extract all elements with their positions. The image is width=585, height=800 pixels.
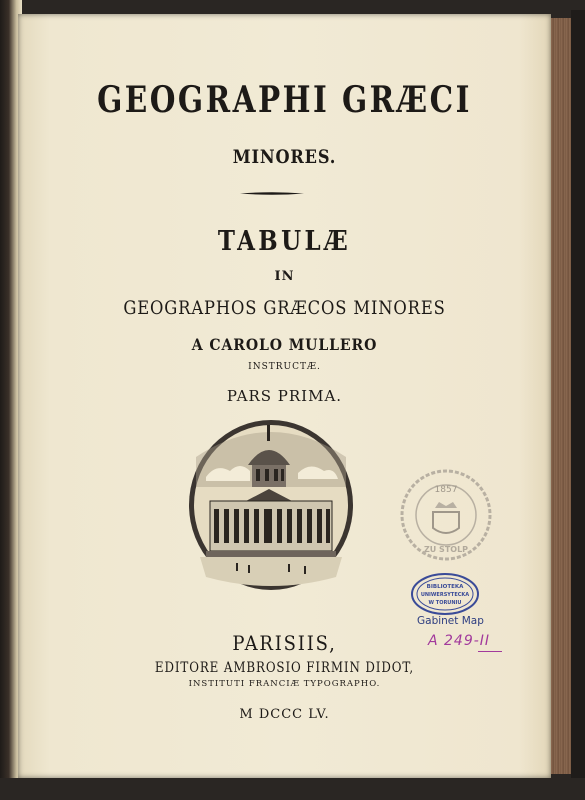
- stamp-year: 1857: [434, 485, 458, 495]
- place-line: PARISIIS,: [232, 631, 337, 655]
- stamp-place: ZU STOLP: [423, 545, 469, 554]
- ornamental-rule: [240, 192, 304, 195]
- geographos-line: GEOGRAPHOS GRÆCOS MINORES: [123, 297, 446, 319]
- round-library-stamp: [399, 468, 493, 562]
- shelfmark-number: A 249-II: [428, 633, 491, 649]
- page-subtitle: MINORES.: [232, 146, 337, 168]
- shelfmark-label: Gabinet Map: [417, 615, 484, 627]
- stamp-line-2: UNIWERSYTECKA: [420, 592, 470, 598]
- tabulae-heading: TABULÆ: [217, 226, 352, 257]
- stamp-line-1: BIBLIOTEKA: [426, 584, 464, 590]
- scan-background: [0, 778, 585, 800]
- page-edges: [549, 18, 572, 774]
- year-line: M DCCC LV.: [239, 707, 330, 722]
- publisher-line: EDITORE AMBROSIO FIRMIN DIDOT,: [154, 660, 415, 676]
- part-line: PARS PRIMA.: [226, 387, 343, 405]
- title-page: [18, 14, 551, 778]
- oval-library-stamp: [410, 572, 480, 616]
- institut-de-france-medallion: [186, 417, 356, 593]
- page-title: GEOGRAPHI GRÆCI: [97, 79, 472, 121]
- printer-line: INSTITUTI FRANCIÆ TYPOGRAPHO.: [188, 679, 381, 689]
- book-cover-edge: [571, 10, 585, 800]
- instructae-line: INSTRUCTÆ.: [248, 362, 321, 372]
- stamp-line-3: W TORUNIU: [428, 600, 462, 606]
- author-line: A CAROLO MULLERO: [191, 335, 378, 354]
- in-word: IN: [274, 269, 295, 284]
- shelfmark-underline: [478, 651, 502, 652]
